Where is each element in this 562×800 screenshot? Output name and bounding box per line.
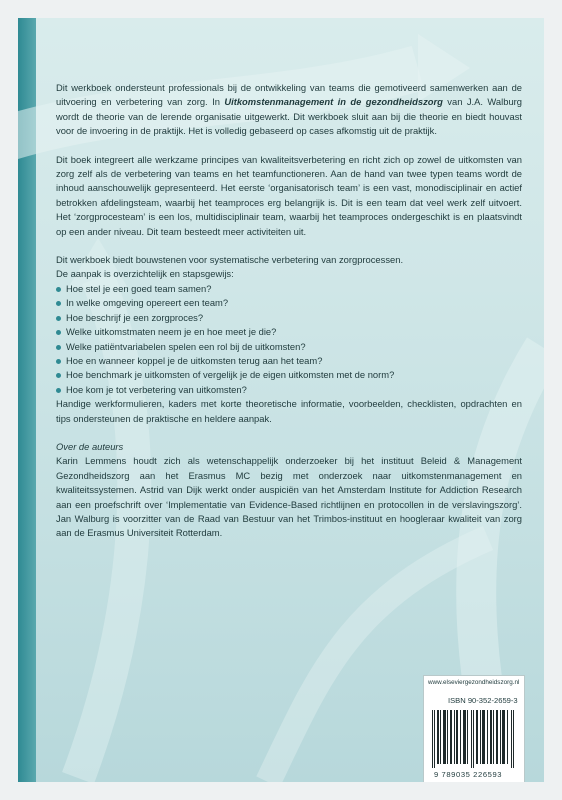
bullet-icon xyxy=(56,316,61,321)
approach-line-2: De aanpak is overzichtelijk en stapsgewijs: xyxy=(56,268,234,280)
list-item: Hoe en wanneer koppel je de uitkomsten terug aan het team? xyxy=(56,354,522,368)
intro-text-b: van J.A. Walburg wordt de theorie van de lerende organisatie uitgewerkt. Dit werkboek sluit aan bij die theorie en biedt houvast voor de invoering in de praktijk. Het is volledig gebaseerd op cases afkomstig uit de praktijk. xyxy=(56,96,522,137)
bullet-icon xyxy=(56,373,61,378)
list-item: Hoe kom je tot verbetering van uitkomsten? xyxy=(56,383,522,397)
approach-section xyxy=(56,253,522,426)
bullet-icon xyxy=(56,345,61,350)
barcode-icon xyxy=(430,710,518,768)
approach-closing: Handige werkformulieren, kaders met korte theoretische informatie, voorbeelden, checklisten, opdrachten en tips ondersteunen de praktische en heldere aanpak. xyxy=(56,398,522,424)
intro-paragraph-2: Dit boek integreert alle werkzame principes van kwaliteitsverbetering en richt zich op zowel de uitkomsten van zorg zelf als de verbetering van teams en het teamfunctioneren. Aan de hand van twee typen teams wordt de inhoud aanschouwelijk gepresenteerd. Het eerste ‘organisatorisch team’ is een vast, monodisciplinair en actief betrokken afdelingsteam, waarbij het teamproces erg belangrijk is. Dit is een team dat veel werk zelf uitvoert. Het ‘zorgprocesteam’ is een los, multidisciplinair team, waarbij het teamproces ondergeschikt is en plaatsvindt op een ander niveau. Dit team besteedt meer activiteiten uit. xyxy=(56,153,522,237)
bullet-icon xyxy=(56,359,61,364)
intro-text-a: Dit werkboek ondersteunt professionals bij de ontwikkeling van teams die gemotiveerd samenwerken aan de uitvoering en verbetering van zorg. In xyxy=(56,82,522,108)
bullet-icon xyxy=(56,330,61,335)
isbn-text: ISBN 90-352-2659-3 xyxy=(448,696,518,705)
authors-paragraph: Karin Lemmens houdt zich als wetenschappelijk onderzoeker bij het instituut Beleid & Management Gezondheidszorg aan het Erasmus MC bezig met onderzoek naar uitkomstenmanagement en kwaliteitssystemen. Astrid van Dijk werkt onder auspiciën van het Amsterdam Institute for Addiction Research aan een proefschrift over ‘Implementatie van Evidence-Based richtlijnen en protocollen in de verslavingszorg’. Jan Walburg is voorzitter van de Raad van Bestuur van het Trimbos-instituut en hoogleraar kwaliteit van zorg aan de Erasmus Universiteit Rotterdam. xyxy=(56,455,522,539)
authors-heading: Over de auteurs xyxy=(56,440,124,452)
list-item: Welke uitkomstmaten neem je en hoe meet je die? xyxy=(56,325,522,339)
list-item: Hoe stel je een goed team samen? xyxy=(56,282,522,296)
description-text xyxy=(56,81,522,555)
bullet-icon xyxy=(56,388,61,393)
intro-paragraph-1 xyxy=(56,81,522,139)
bullet-icon xyxy=(56,301,61,306)
approach-line-1: Dit werkboek biedt bouwstenen voor systematische verbetering van zorgprocessen. xyxy=(56,254,404,266)
list-item: In welke omgeving opereert een team? xyxy=(56,296,522,310)
list-item: Hoe beschrijf je een zorgproces? xyxy=(56,311,522,325)
publisher-website: www.elseviergezondheidszorg.nl xyxy=(428,679,520,686)
list-item: Hoe benchmark je uitkomsten of vergelijk je de eigen uitkomsten met de norm? xyxy=(56,368,522,382)
approach-list xyxy=(56,282,522,397)
back-cover xyxy=(18,18,544,782)
book-title-reference: Uitkomstenmanagement in de gezondheidszorg xyxy=(224,96,443,108)
barcode-number: 9 789035 226593 xyxy=(434,770,503,779)
barcode-box xyxy=(423,675,525,782)
list-item: Welke patiëntvariabelen spelen een rol bij de uitkomsten? xyxy=(56,340,522,354)
bullet-icon xyxy=(56,287,61,292)
